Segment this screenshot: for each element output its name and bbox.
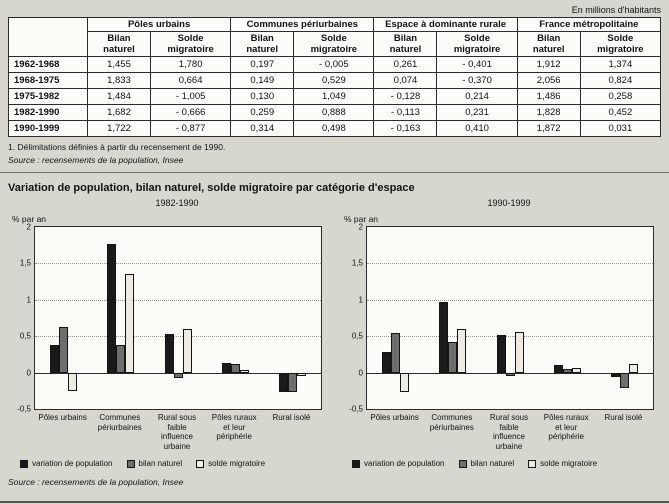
- gridline: [367, 300, 653, 301]
- legend: [20, 459, 324, 468]
- bar-solde-migratoire: [125, 274, 134, 373]
- cell-value: - 1,005: [150, 89, 230, 105]
- table-row: [9, 73, 661, 89]
- legend-swatch: [459, 460, 467, 468]
- y-tick-label: 1: [26, 295, 31, 305]
- group-header-france-metropolitaine: France métropolitaine: [517, 18, 660, 32]
- bar-bilan-naturel: [391, 333, 400, 373]
- category-axis: [34, 413, 320, 451]
- bar-bilan-naturel: [231, 364, 240, 373]
- row-period: 1968-1975: [9, 73, 88, 89]
- legend-label: solde migratoire: [208, 459, 266, 469]
- bar-solde-migratoire: [68, 373, 77, 391]
- cell-value: 0,149: [231, 73, 294, 89]
- chart-1982-1990: [8, 196, 324, 468]
- category-label: Pôles ruraux et leur périphérie: [211, 413, 257, 442]
- sub-header: Solde migratoire: [437, 32, 517, 57]
- cell-value: 0,261: [374, 57, 437, 73]
- legend-label: bilan naturel: [470, 459, 515, 469]
- category-label: Communes périurbaines: [97, 413, 142, 432]
- bar-solde-migratoire: [183, 329, 192, 373]
- legend-swatch: [196, 460, 204, 468]
- bar-solde-migratoire: [297, 373, 306, 377]
- table-header: [9, 18, 661, 57]
- sub-header: Solde migratoire: [150, 32, 230, 57]
- cell-value: - 0,005: [294, 57, 374, 73]
- gridline: [35, 336, 321, 337]
- sub-header: Bilan naturel: [517, 32, 580, 57]
- cell-value: 0,074: [374, 73, 437, 89]
- sub-header-row: [9, 32, 661, 57]
- bar-bilan-naturel: [288, 373, 297, 392]
- category-label: Rural sous faible influence urbaine: [157, 413, 197, 451]
- sub-header: Bilan naturel: [231, 32, 294, 57]
- cell-value: 1,872: [517, 121, 580, 137]
- bar-variation-de-population: [165, 334, 174, 373]
- bar-variation-de-population: [222, 363, 231, 372]
- bar-bilan-naturel: [174, 373, 183, 378]
- category-label: Rural isolé: [604, 413, 643, 422]
- cell-value: - 0,666: [150, 105, 230, 121]
- cell-value: - 0,163: [374, 121, 437, 137]
- row-period: 1962-1968: [9, 57, 88, 73]
- legend-label: variation de population: [32, 459, 113, 469]
- group-header-row: [9, 18, 661, 32]
- cell-value: - 0,128: [374, 89, 437, 105]
- y-tick-label: 0,5: [351, 331, 363, 341]
- table-row: [9, 105, 661, 121]
- population-table: [8, 17, 661, 137]
- charts-container: [8, 196, 661, 468]
- category-label: Rural isolé: [272, 413, 311, 422]
- row-period: 1990-1999: [9, 121, 88, 137]
- cell-value: 1,455: [88, 57, 151, 73]
- legend-swatch: [20, 460, 28, 468]
- y-tick-label: 1: [358, 295, 363, 305]
- cell-value: 0,214: [437, 89, 517, 105]
- gridline: [367, 336, 653, 337]
- cell-value: 0,529: [294, 73, 374, 89]
- gridline: [35, 300, 321, 301]
- table-footnote: 1. Délimitations définies à partir du recensement de 1990.: [8, 142, 226, 152]
- chart-subtitle: 1990-1999: [487, 198, 531, 208]
- bar-solde-migratoire: [457, 329, 466, 373]
- sub-header: Solde migratoire: [580, 32, 660, 57]
- table-row: [9, 89, 661, 105]
- group-header-communes-periurbaines: Communes périurbaines: [231, 18, 374, 32]
- legend-swatch: [528, 460, 536, 468]
- cell-value: 1,780: [150, 57, 230, 73]
- bar-solde-migratoire: [515, 332, 524, 373]
- bar-solde-migratoire: [240, 370, 249, 373]
- category-label: Pôles urbains: [38, 413, 87, 422]
- section-divider: [0, 172, 669, 173]
- legend: [352, 459, 656, 468]
- sub-header: Solde migratoire: [294, 32, 374, 57]
- category-label: Pôles urbains: [370, 413, 419, 422]
- cell-value: 0,130: [231, 89, 294, 105]
- chart-subtitle: 1982-1990: [155, 198, 199, 208]
- cell-value: 1,374: [580, 57, 660, 73]
- legend-item: [20, 459, 113, 468]
- table-body: [9, 57, 661, 137]
- table-source: Source : recensements de la population, Insee: [8, 155, 184, 165]
- cell-value: 1,049: [294, 89, 374, 105]
- cell-value: 0,259: [231, 105, 294, 121]
- cell-value: - 0,877: [150, 121, 230, 137]
- cell-value: 0,664: [150, 73, 230, 89]
- sub-header: Bilan naturel: [88, 32, 151, 57]
- cell-value: - 0,113: [374, 105, 437, 121]
- legend-item: [196, 459, 265, 468]
- cell-value: 0,498: [294, 121, 374, 137]
- charts-title: Variation de population, bilan naturel, solde migratoire par catégorie d'espace: [8, 182, 415, 194]
- cell-value: 0,231: [437, 105, 517, 121]
- category-axis: [366, 413, 652, 451]
- cell-value: 0,314: [231, 121, 294, 137]
- bottom-source: Source : recensements de la population, Insee: [8, 477, 184, 488]
- table-row: [9, 57, 661, 73]
- category-label: Pôles ruraux et leur périphérie: [543, 413, 589, 442]
- bar-variation-de-population: [554, 365, 563, 372]
- legend-label: bilan naturel: [138, 459, 183, 469]
- legend-swatch: [352, 460, 360, 468]
- bar-bilan-naturel: [116, 345, 125, 373]
- category-label: Communes périurbaines: [429, 413, 474, 432]
- cell-value: 0,258: [580, 89, 660, 105]
- bar-bilan-naturel: [563, 369, 572, 373]
- cell-value: 1,682: [88, 105, 151, 121]
- bar-variation-de-population: [382, 352, 391, 372]
- cell-value: 1,828: [517, 105, 580, 121]
- legend-swatch: [127, 460, 135, 468]
- row-period: 1982-1990: [9, 105, 88, 121]
- chart-1990-1999: [340, 196, 656, 468]
- bar-variation-de-population: [50, 345, 59, 373]
- cell-value: 1,722: [88, 121, 151, 137]
- group-header-poles-urbains: Pôles urbains: [88, 18, 231, 32]
- plot-area: [17, 222, 322, 414]
- y-tick-label: 0: [358, 368, 363, 378]
- cell-value: 0,452: [580, 105, 660, 121]
- y-tick-label: -0,5: [349, 404, 363, 414]
- y-tick-label: 1,5: [351, 258, 363, 268]
- cell-value: 0,197: [231, 57, 294, 73]
- y-tick-label: 1,5: [19, 258, 31, 268]
- cell-value: - 0,370: [437, 73, 517, 89]
- bar-solde-migratoire: [572, 368, 581, 372]
- y-tick-label: 2: [26, 222, 31, 232]
- bar-bilan-naturel: [448, 342, 457, 373]
- bar-variation-de-population: [439, 302, 448, 373]
- cell-value: - 0,401: [437, 57, 517, 73]
- bar-solde-migratoire: [629, 364, 638, 373]
- gridline: [367, 263, 653, 264]
- cell-value: 2,056: [517, 73, 580, 89]
- bar-solde-migratoire: [400, 373, 409, 393]
- legend-item: [352, 459, 445, 468]
- legend-label: variation de population: [364, 459, 445, 469]
- cell-value: 1,486: [517, 89, 580, 105]
- cell-value: 1,833: [88, 73, 151, 89]
- bar-variation-de-population: [497, 335, 506, 373]
- corner-cell: [9, 18, 88, 57]
- y-tick-label: 2: [358, 222, 363, 232]
- legend-item: [459, 459, 515, 468]
- legend-item: [127, 459, 183, 468]
- legend-label: solde migratoire: [540, 459, 598, 469]
- y-tick-label: -0,5: [17, 404, 31, 414]
- bar-bilan-naturel: [59, 327, 68, 372]
- bar-variation-de-population: [611, 373, 620, 377]
- bar-variation-de-population: [107, 244, 116, 373]
- sub-header: Bilan naturel: [374, 32, 437, 57]
- y-tick-label: 0,5: [19, 331, 31, 341]
- bar-variation-de-population: [279, 373, 288, 392]
- plot-area: [349, 222, 654, 414]
- bar-bilan-naturel: [620, 373, 629, 388]
- cell-value: 1,484: [88, 89, 151, 105]
- group-header-espace-rural: Espace à dominante rurale: [374, 18, 517, 32]
- category-label: Rural sous faible influence urbaine: [489, 413, 529, 451]
- cell-value: 0,410: [437, 121, 517, 137]
- table-row: [9, 121, 661, 137]
- cell-value: 0,031: [580, 121, 660, 137]
- gridline: [35, 263, 321, 264]
- bar-bilan-naturel: [506, 373, 515, 377]
- bottom-divider: [0, 501, 669, 503]
- legend-item: [528, 459, 597, 468]
- cell-value: 1,912: [517, 57, 580, 73]
- y-tick-label: 0: [26, 368, 31, 378]
- cell-value: 0,824: [580, 73, 660, 89]
- row-period: 1975-1982: [9, 89, 88, 105]
- cell-value: 0,888: [294, 105, 374, 121]
- y-axis-label: % par an: [344, 214, 379, 224]
- units-label: En millions d'habitants: [571, 5, 661, 15]
- y-axis-label: % par an: [12, 214, 47, 224]
